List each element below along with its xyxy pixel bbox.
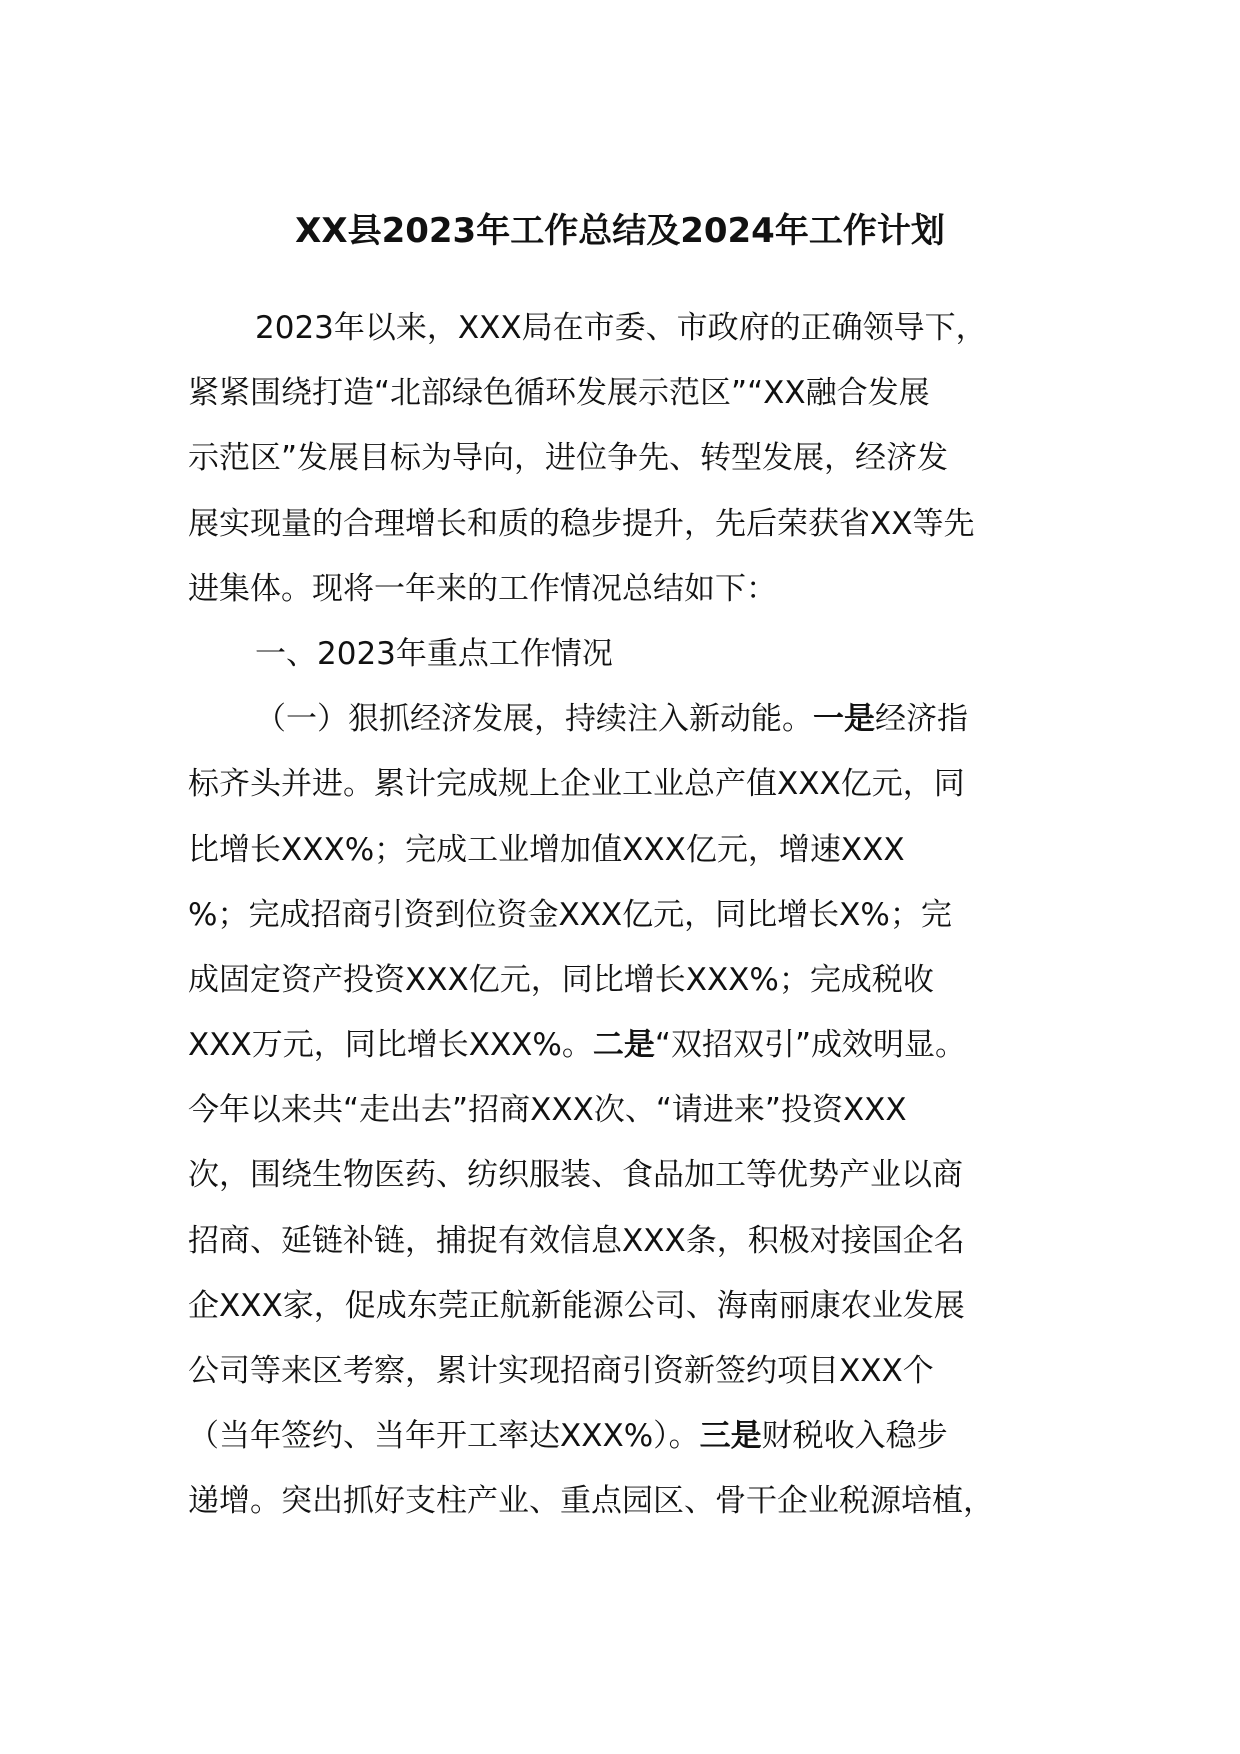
text-line: [188, 818, 1068, 883]
text-line: [188, 361, 1068, 426]
text-line: [188, 1469, 1068, 1534]
text-segment: 比增长XXX%；完成工业增加值XXX亿元，增速XXX: [188, 831, 905, 868]
text-line: [188, 1209, 1068, 1274]
text-segment: 财税收入稳步: [761, 1418, 948, 1455]
bold-marker: 一是: [813, 701, 875, 738]
text-line: [188, 1013, 1068, 1078]
text-segment: 招商、延链补链，捕捉有效信息XXX条，积极对接国企名: [188, 1222, 965, 1259]
text-segment: 递增。突出抓好支柱产业、重点园区、骨干企业税源培植，: [188, 1483, 994, 1520]
text-line: [188, 622, 1068, 687]
text-segment: 企XXX家，促成东莞正航新能源公司、海南丽康农业发展: [188, 1287, 965, 1324]
text-segment: 公司等来区考察，累计实现招商引资新签约项目XXX个: [188, 1353, 934, 1389]
text-segment: 今年以来共“走出去”招商XXX次、“请进来”投资XXX: [188, 1092, 907, 1129]
text-line: [188, 1404, 1068, 1469]
text-line: [188, 426, 1068, 491]
text-segment: 经济指: [875, 701, 968, 738]
text-line: [188, 492, 1068, 557]
text-segment: %；完成招商引资到位资金XXX亿元，同比增长X%；完: [188, 896, 952, 933]
text-segment: 展实现量的合理增长和质的稳步提升，先后荣获省XX等先: [188, 505, 975, 542]
text-segment: “双招双引”成效明显。: [654, 1027, 967, 1064]
text-segment: 2023年以来，XXX局在市委、市政府的正确领导下，: [255, 310, 987, 346]
text-segment: （当年签约、当年开工率达XXX%）。: [188, 1418, 700, 1455]
text-segment: 一、2023年重点工作情况: [255, 635, 613, 672]
text-segment: 进集体。现将一年来的工作情况总结如下：: [188, 570, 777, 607]
text-segment: 成固定资产投资XXX亿元，同比增长XXX%；完成税收: [188, 961, 934, 998]
text-segment: 次，围绕生物医药、纺织服装、食品加工等优势产业以商: [188, 1157, 963, 1194]
document-body: [188, 296, 1068, 1535]
text-segment: 标齐头并进。累计完成规上企业工业总产值XXX亿元，同: [188, 766, 965, 803]
text-line: [188, 1274, 1068, 1339]
text-line: [188, 948, 1068, 1013]
text-segment: 示范区”发展目标为导向，进位争先、转型发展，经济发: [188, 440, 949, 477]
text-segment: （一）狠抓经济发展，持续注入新动能。: [255, 701, 813, 738]
text-line: [188, 1143, 1068, 1208]
document-title: XX县2023年工作总结及2024年工作计划: [295, 211, 945, 251]
text-line: [188, 296, 1068, 361]
text-line: [188, 1078, 1068, 1143]
text-line: [188, 557, 1068, 622]
bold-marker: 三是: [699, 1418, 762, 1455]
text-line: [188, 687, 1068, 752]
text-line: [188, 883, 1068, 948]
text-segment: 紧紧围绕打造“北部绿色循环发展示范区”“XX融合发展: [188, 375, 930, 412]
text-line: [188, 1339, 1068, 1404]
bold-marker: 二是: [592, 1027, 655, 1064]
text-line: [188, 752, 1068, 817]
text-segment: XXX万元，同比增长XXX%。: [188, 1027, 593, 1064]
